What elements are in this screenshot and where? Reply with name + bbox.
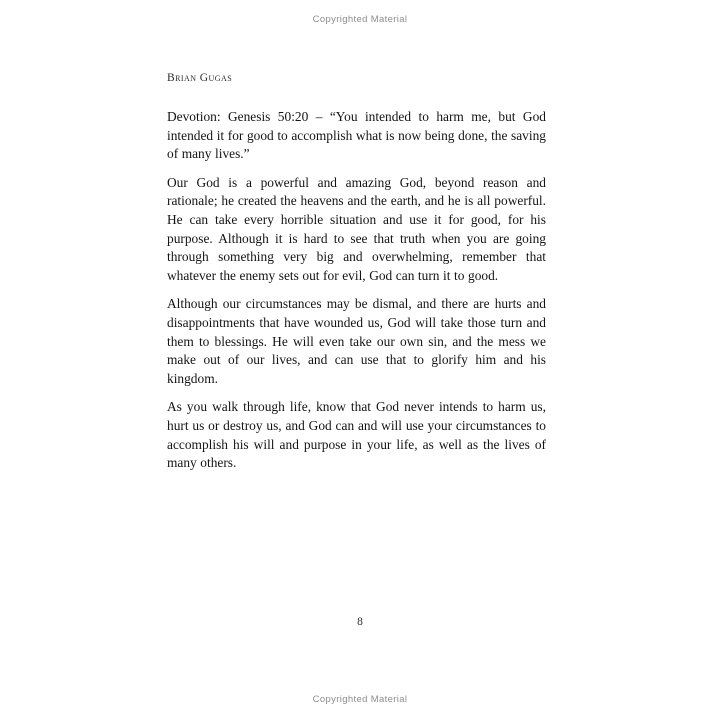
page-number: 8 — [357, 616, 363, 628]
paragraph-circumstances: Although our circumstances may be dismal, and there are hurts and disappointments that have wounded us, God will take those turn and them to blessings. He will even take our own sin, and the mess we make out of our lives, and can use that to glorify him and his kingdom. — [167, 296, 546, 386]
paragraph-powerful-god: Our God is a powerful and amazing God, beyond reason and rationale; he created the heavens and the earth, and he is all powerful. He can take every horrible situation and use it for good, for his purpose. Although it is hard to see that truth when you are going through something very big and overwhelming, remember that whatever the enemy sets out for evil, God can turn it to good. — [167, 174, 546, 283]
copyright-watermark-bottom: Copyrighted Material — [312, 694, 408, 705]
running-header-author: Brian Gugas — [167, 72, 233, 84]
body-text-block — [167, 108, 546, 473]
paragraph-walk-through-life: As you walk through life, know that God never intends to harm us, hurt us or destroy us, and God can and will use your circumstances to accomplish his will and purpose in your life, as well as the lives of many others. — [167, 399, 546, 471]
paragraph-devotion-verse: Devotion: Genesis 50:20 – “You intended to harm me, but God intended it for good to accomplish what is now being done, the saving of many lives.” — [167, 109, 546, 162]
copyright-watermark-top: Copyrighted Material — [312, 14, 408, 25]
